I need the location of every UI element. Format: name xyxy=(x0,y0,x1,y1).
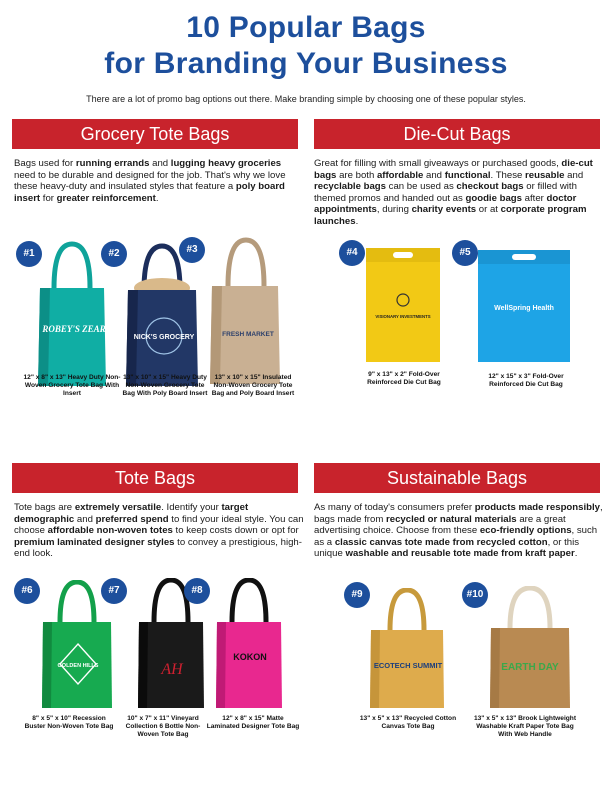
page-subtitle: There are a lot of promo bag options out there. Make branding simple by choosing one of these popular styles. xyxy=(86,94,526,104)
bag-9-caption: 13" x 5" x 13" Recycled Cotton Canvas Tote Bag xyxy=(359,715,457,730)
bag-8-pink-laminated-tote xyxy=(214,578,284,710)
bag-2-print: NICK'S GROCERY xyxy=(133,334,195,341)
bag-10-kraft-paper-tote xyxy=(488,586,572,710)
bag-9-print: ECOTECH SUMMIT xyxy=(373,661,443,670)
bag-7-caption: 10" x 7" x 11" Vineyard Collection 6 Bottle Non-Woven Tote Bag xyxy=(125,715,201,738)
bag-5-print: WellSpring Health xyxy=(494,305,554,312)
bag-5-number-badge: #5 xyxy=(454,242,476,264)
page-title-line-2: for Branding Your Business xyxy=(104,47,508,80)
bag-10-number-badge: #10 xyxy=(464,584,486,606)
bag-1-number-badge: #1 xyxy=(18,243,40,265)
bag-3-print: FRESH MARKET xyxy=(222,331,274,338)
sustainable-section-heading: Sustainable Bags xyxy=(314,463,600,493)
bag-8-print: KOKON xyxy=(233,652,267,662)
tote-description: Tote bags are extremely versatile. Identify your target demographic and preferred spend to find your ideal style. You can choose affordable non-woven totes to keep costs down or opt for premium laminated designer styles to convey a prestigious, high-end look. xyxy=(14,502,304,560)
bag-6-print: GOLDEN HILLS xyxy=(57,663,99,669)
bag-10-caption: 13" x 5" x 13" Brook Lightweight Washable Kraft Paper Tote Bag With Web Handle xyxy=(473,715,577,738)
bag-1-teal-grocery-tote xyxy=(36,240,108,388)
die-cut-description: Great for filling with small giveaways or purchased goods, die-cut bags are both affordable and functional. These reusable and recyclable bags can be used as checkout bags or filled with themed promos and handed out as goodie bags after doctor appointments, during charity events or at corporate program launches. xyxy=(314,158,593,227)
bag-7-number-badge: #7 xyxy=(103,580,125,602)
bag-1-print: ROBEY'S ZEAR xyxy=(42,324,106,334)
bag-3-caption: 13" x 10" x 15" Insulated Non-Woven Grocery Tote Bag and Poly Board Insert xyxy=(211,374,295,397)
die-cut-section-heading: Die-Cut Bags xyxy=(314,119,600,149)
bag-3-number-badge: #3 xyxy=(181,239,203,261)
bag-6-caption: 8" x 5" x 10" Recession Buster Non-Woven Tote Bag xyxy=(24,715,114,730)
bag-8-number-badge: #8 xyxy=(186,580,208,602)
bag-5-blue-die-cut-bag xyxy=(478,250,570,362)
bag-4-caption: 9" x 13" x 2" Fold-Over Reinforced Die Cut Bag xyxy=(367,371,441,386)
bag-8-caption: 12" x 8" x 15" Matte Laminated Designer Tote Bag xyxy=(206,715,300,730)
bag-4-print: VISIONARY INVESTMENTS xyxy=(375,314,431,319)
bag-6-number-badge: #6 xyxy=(16,580,38,602)
bag-4-yellow-die-cut-bag xyxy=(366,248,440,362)
bag-6-green-tote xyxy=(40,580,114,710)
bag-4-number-badge: #4 xyxy=(341,242,363,264)
bag-2-navy-grocery-tote xyxy=(124,240,200,388)
sustainable-description: As many of today's consumers prefer products made responsibly, bags made from recycled or natural materials are a great advertising choice. Choose from these eco-friendly options, such as a classic canvas tote made from recycled cotton, or this unique washable and reusable tote made from kraft paper. xyxy=(314,502,603,560)
bag-10-print: EARTH DAY xyxy=(501,662,559,673)
bag-5-caption: 12" x 15" x 3" Fold-Over Reinforced Die Cut Bag xyxy=(488,373,564,388)
grocery-section-heading: Grocery Tote Bags xyxy=(12,119,298,149)
bag-7-print: AH xyxy=(161,661,183,678)
page-title-line-1: 10 Popular Bags xyxy=(186,11,426,44)
tote-section-heading: Tote Bags xyxy=(12,463,298,493)
bag-9-canvas-tote xyxy=(368,588,446,710)
bag-2-caption: 13" x 10" x 15" Heavy Duty Non-Woven Grocery Tote Bag With Poly Board Insert xyxy=(122,374,208,397)
bag-3-tan-insulated-tote xyxy=(206,236,284,386)
bag-2-number-badge: #2 xyxy=(103,243,125,265)
grocery-description: Bags used for running errands and lugging heavy groceries need to be durable and designed for the job. That's why we love these heavy-duty and insulated styles that feature a poly board insert for greater reinforcement. xyxy=(14,158,286,204)
bag-9-number-badge: #9 xyxy=(346,584,368,606)
bag-1-caption: 12" x 8" x 13" Heavy Duty Non-Woven Grocery Tote Bag With Insert xyxy=(23,374,121,397)
